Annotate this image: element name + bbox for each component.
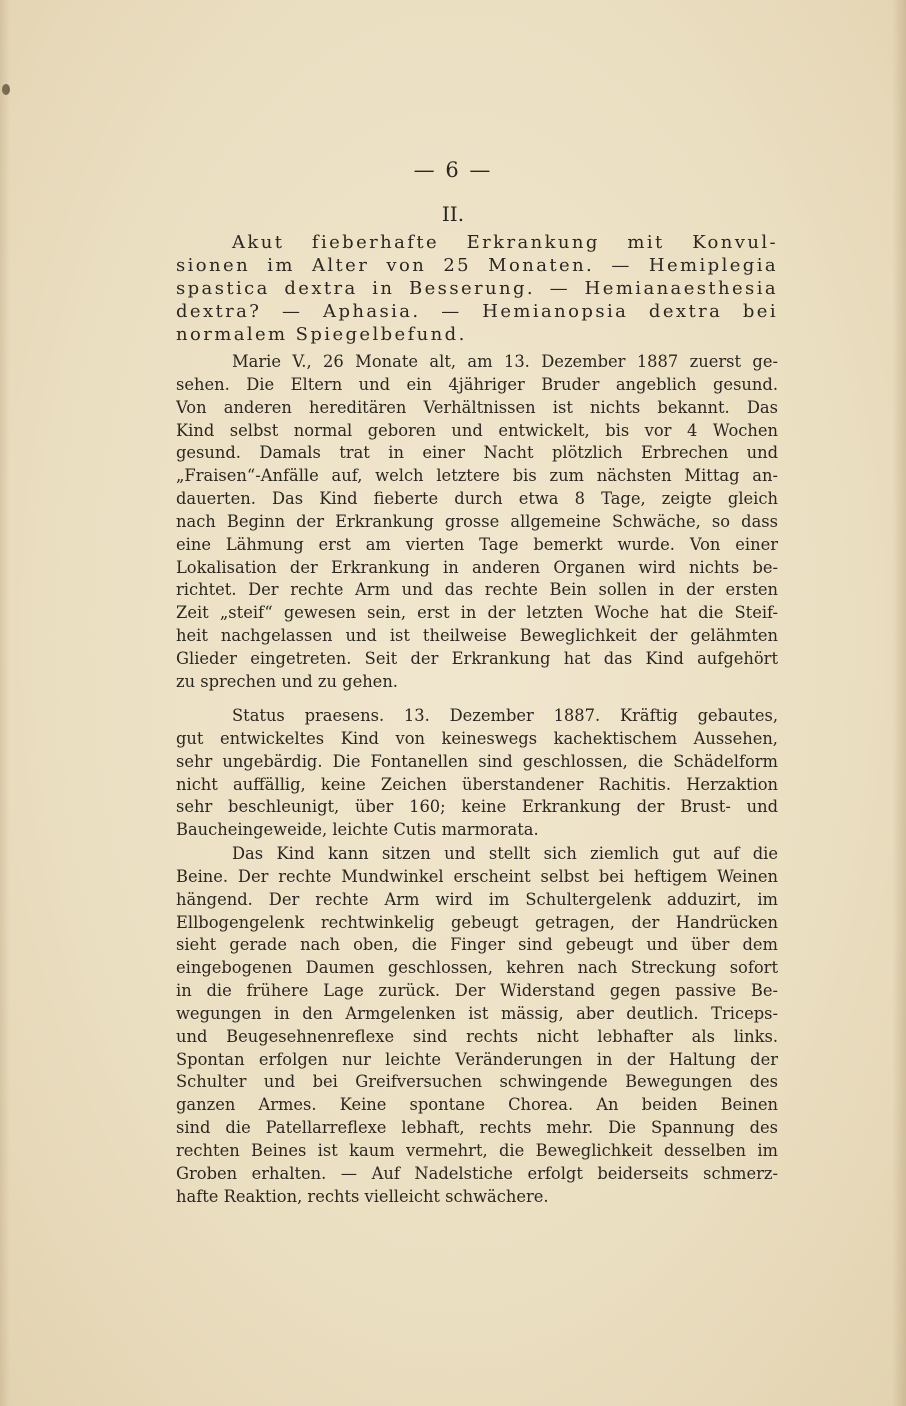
paragraph-line: „Fraisen“-Anfälle auf, welch letztere bis zum nächsten Mittag an-: [176, 466, 778, 486]
paragraph-line: sieht gerade nach oben, die Finger sind gebeugt und über dem: [176, 935, 778, 955]
paragraph-line: gesund. Damals trat in einer Nacht plötzlich Erbrechen und: [176, 443, 778, 463]
paragraph-line: dauerten. Das Kind fieberte durch etwa 8 Tage, zeigte gleich: [176, 489, 778, 509]
case-title-line: Akut fieberhafte Erkrankung mit Konvul-: [232, 232, 778, 253]
paragraph-line: hängend. Der rechte Arm wird im Schultergelenk adduzirt, im: [176, 889, 778, 909]
paragraph-line: Schulter und bei Greifversuchen schwingende Bewegungen des: [176, 1072, 778, 1092]
paragraph-examination: [176, 843, 778, 1209]
paragraph-line: Lokalisation der Erkrankung in anderen Organen wird nichts be-: [176, 557, 778, 577]
page-number: — 6 —: [413, 158, 493, 182]
case-title-line: sionen im Alter von 25 Monaten. — Hemiplegia: [176, 254, 778, 276]
paragraph-line: nach Beginn der Erkrankung grosse allgemeine Schwäche, so dass: [176, 511, 778, 531]
paragraph-line: Marie V., 26 Monate alt, am 13. Dezember 1887 zuerst ge-: [232, 352, 778, 371]
paragraph-line: Groben erhalten. — Auf Nadelstiche erfolgt beiderseits schmerz-: [176, 1163, 778, 1183]
paragraph-line: Ellbogengelenk rechtwinkelig gebeugt getragen, der Handrücken: [176, 912, 778, 932]
paragraph-line: Baucheingeweide, leichte Cutis marmorata.: [176, 820, 539, 840]
paragraph-line: heit nachgelassen und ist theilweise Beweglichkeit der gelähmten: [176, 626, 778, 646]
paragraph-line: zu sprechen und zu gehen.: [176, 671, 398, 691]
paragraph-line: Zeit „steif“ gewesen sein, erst in der letzten Woche hat die Steif-: [176, 603, 778, 623]
paragraph-line: und Beugesehnenreflexe sind rechts nicht lebhafter als links.: [176, 1026, 778, 1046]
paragraph-line: sehr beschleunigt, über 160; keine Erkrankung der Brust- und: [176, 797, 778, 817]
case-title-line: spastica dextra in Besserung. — Hemianaesthesia: [176, 277, 778, 299]
paragraph-line: wegungen in den Armgelenken ist mässig, aber deutlich. Triceps-: [176, 1003, 778, 1023]
paragraph-line: ganzen Armes. Keine spontane Chorea. An beiden Beinen: [176, 1095, 778, 1115]
paragraph-line: sehen. Die Eltern und ein 4jähriger Bruder angeblich gesund.: [176, 374, 778, 394]
paragraph-line: sehr ungebärdig. Die Fontanellen sind geschlossen, die Schädelform: [176, 751, 778, 771]
paragraph-line: Von anderen hereditären Verhältnissen ist nichts bekannt. Das: [176, 397, 778, 417]
paragraph-line: eine Lähmung erst am vierten Tage bemerkt wurde. Von einer: [176, 534, 778, 554]
paragraph-line: hafte Reaktion, rechts vielleicht schwächere.: [176, 1186, 549, 1206]
paragraph-line: Status praesens. 13. Dezember 1887. Kräftig gebautes,: [232, 706, 778, 725]
paragraph-line: Das Kind kann sitzen und stellt sich ziemlich gut auf die: [232, 844, 778, 863]
section-heading: II.: [441, 202, 465, 226]
paragraph-status-praesens: [176, 705, 778, 842]
paragraph-line: gut entwickeltes Kind von keineswegs kachektischem Aussehen,: [176, 728, 778, 748]
case-title-line: normalem Spiegelbefund.: [176, 323, 467, 345]
paragraph-line: Kind selbst normal geboren und entwickelt, bis vor 4 Wochen: [176, 420, 778, 440]
paragraph-line: in die frühere Lage zurück. Der Widerstand gegen passive Be-: [176, 981, 778, 1001]
paragraph-line: eingebogenen Daumen geschlossen, kehren nach Streckung sofort: [176, 958, 778, 978]
paragraph-line: Beine. Der rechte Mundwinkel erscheint selbst bei heftigem Weinen: [176, 866, 778, 886]
ink-speck-mark: [2, 84, 10, 95]
paragraph-line: nicht auffällig, keine Zeichen überstandener Rachitis. Herzaktion: [176, 774, 778, 794]
paragraph-line: Spontan erfolgen nur leichte Veränderungen in der Haltung der: [176, 1049, 778, 1069]
paragraph-line: rechten Beines ist kaum vermehrt, die Beweglichkeit desselben im: [176, 1140, 778, 1160]
case-title: [176, 232, 778, 346]
paragraph-history: [176, 351, 778, 694]
paragraph-line: Glieder eingetreten. Seit der Erkrankung hat das Kind aufgehört: [176, 648, 778, 668]
case-title-line: dextra? — Aphasia. — Hemianopsia dextra bei: [176, 300, 778, 322]
paragraph-line: sind die Patellarreflexe lebhaft, rechts mehr. Die Spannung des: [176, 1118, 778, 1138]
paragraph-line: richtet. Der rechte Arm und das rechte Bein sollen in der ersten: [176, 580, 778, 600]
